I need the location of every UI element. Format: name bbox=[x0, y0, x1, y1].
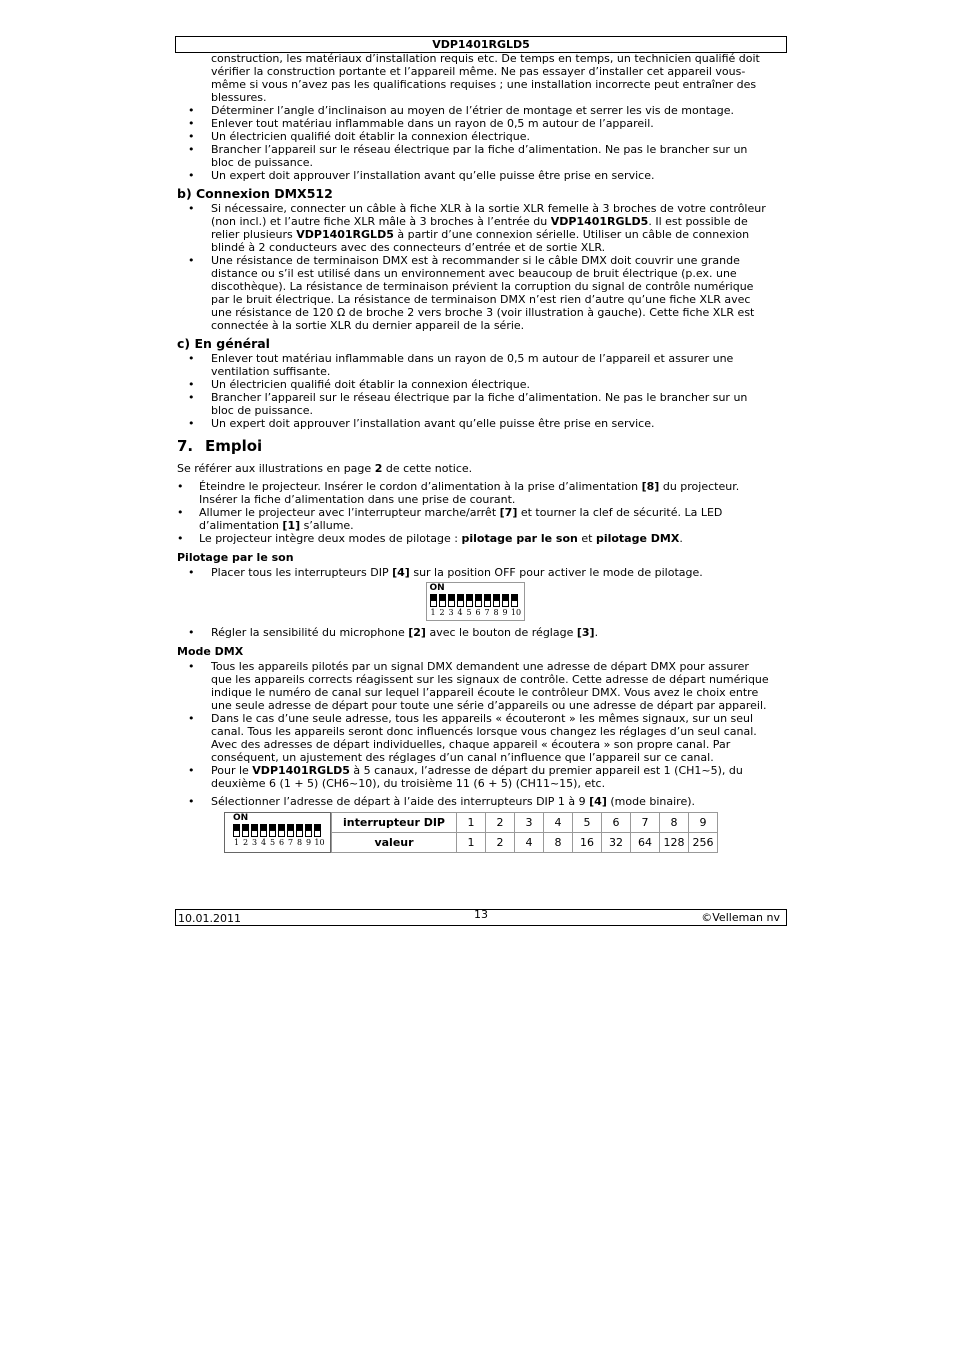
model-title: VDP1401RGLD5 bbox=[432, 38, 530, 51]
table-cell: 1 bbox=[457, 833, 486, 853]
text: et bbox=[577, 532, 596, 545]
dip-switch bbox=[278, 824, 285, 837]
list-item: • Tous les appareils pilotés par un signal DMX demandent une adresse de départ DMX pour assurer que les appareils corrects réagissent sur les signaux de contrôle. Cette adresse de départ numérique indique le numéro de canal sur lequel l’appareil écoute le contrôleur DMX. Vous avez le choix entre une seule adresse de départ pour toute une série d’appareils ou une adresse de départ par appareil. bbox=[177, 660, 773, 712]
dip-switch bbox=[260, 824, 267, 837]
list-item bbox=[177, 566, 773, 579]
dip-switch bbox=[305, 824, 312, 837]
row-header: interrupteur DIP bbox=[332, 813, 457, 833]
dip-switch bbox=[269, 824, 276, 837]
text: (mode binaire). bbox=[606, 795, 695, 808]
dip-table-row bbox=[224, 812, 773, 853]
dip-switch-illustration bbox=[224, 812, 331, 853]
dip-switch bbox=[251, 824, 258, 837]
text: du projecteur. Insérer la fiche d’alimentation dans une prise de courant. bbox=[199, 480, 740, 506]
list-item: • Brancher l’appareil sur le réseau électrique par la fiche d’alimentation. Ne pas le brancher sur un bloc de puissance. bbox=[177, 391, 773, 417]
table-cell: 256 bbox=[689, 833, 718, 853]
footer-date: 10.01.2011 bbox=[178, 912, 241, 925]
list-item bbox=[177, 795, 773, 808]
dip-number: 9 bbox=[502, 608, 508, 617]
dip-on-label: ON bbox=[233, 813, 249, 823]
ref: [1] bbox=[282, 519, 301, 532]
mode-name: pilotage par le son bbox=[461, 532, 578, 545]
chapter-heading bbox=[177, 437, 773, 455]
dip-switch bbox=[287, 824, 294, 837]
dip-switch bbox=[511, 594, 518, 607]
intro-continuation: construction, les matériaux d’installation requis etc. De temps en temps, un technicien qualifié doit vérifier la construction portante et l’appareil même. Ne pas essayer d’installer cet appareil vous-même si vous n’avez pas les qualifications requises ; une installation incorrecte peut entraîner des blessures. bbox=[211, 52, 760, 104]
text: avec le bouton de réglage bbox=[425, 626, 577, 639]
dip-switch-row bbox=[430, 594, 522, 607]
table-cell: 2 bbox=[486, 813, 515, 833]
dip-switch bbox=[493, 594, 500, 607]
section-heading-dmx512: b) Connexion DMX512 bbox=[177, 186, 333, 201]
dip-switch bbox=[439, 594, 446, 607]
dip-number: 6 bbox=[475, 608, 481, 617]
dip-value-table bbox=[331, 812, 718, 853]
dip-switch-row bbox=[233, 824, 325, 837]
dip-switch bbox=[502, 594, 509, 607]
text: Sélectionner l’adresse de départ à l’aide des interrupteurs DIP 1 à 9 bbox=[211, 795, 590, 808]
page-header bbox=[175, 36, 787, 53]
dip-switch bbox=[233, 824, 240, 837]
table-cell: 64 bbox=[631, 833, 660, 853]
dip-numbers bbox=[233, 837, 325, 848]
ref: [3] bbox=[576, 626, 595, 639]
dip-switch bbox=[466, 594, 473, 607]
ref: [4] bbox=[392, 566, 410, 579]
dmx-mode-list bbox=[177, 660, 773, 808]
text: de cette notice. bbox=[382, 462, 473, 475]
list-item: • Enlever tout matériau inflammable dans un rayon de 0,5 m autour de l’appareil et assurer une ventilation suffisante. bbox=[177, 352, 773, 378]
table-cell: 8 bbox=[660, 813, 689, 833]
table-cell: 7 bbox=[631, 813, 660, 833]
text: s’allume. bbox=[300, 519, 354, 532]
table-cell: 3 bbox=[515, 813, 544, 833]
emploi-list bbox=[177, 480, 773, 545]
table-cell: 128 bbox=[660, 833, 689, 853]
sound-list bbox=[177, 566, 773, 579]
list-item: • Un expert doit approuver l’installation avant qu’elle puisse être prise en service. bbox=[177, 417, 773, 430]
table-row bbox=[332, 813, 718, 833]
footer-copyright: ©Velleman nv bbox=[701, 911, 780, 924]
chapter-number: 7. bbox=[177, 437, 194, 455]
text: . bbox=[679, 532, 683, 545]
text: sur la position OFF pour activer le mode de pilotage. bbox=[409, 566, 703, 579]
text: . Il est possible de relier plusieurs bbox=[211, 215, 748, 241]
table-cell: 6 bbox=[602, 813, 631, 833]
dmx512-list bbox=[177, 202, 773, 332]
list-item bbox=[177, 202, 773, 254]
table-cell: 9 bbox=[689, 813, 718, 833]
dip-number: 5 bbox=[269, 838, 276, 847]
text: Placer tous les interrupteurs DIP bbox=[211, 566, 393, 579]
list-item: • Un expert doit approuver l’installation avant qu’elle puisse être prise en service. bbox=[177, 169, 773, 182]
model-ref: VDP1401RGLD5 bbox=[252, 764, 350, 777]
table-row bbox=[332, 833, 718, 853]
model-ref: VDP1401RGLD5 bbox=[550, 215, 649, 228]
dip-switch bbox=[457, 594, 464, 607]
list-item: • Enlever tout matériau inflammable dans un rayon de 0,5 m autour de l’appareil. bbox=[177, 117, 773, 130]
dip-switch bbox=[242, 824, 249, 837]
table-cell: 32 bbox=[602, 833, 631, 853]
text: . bbox=[594, 626, 599, 639]
table-cell: 5 bbox=[573, 813, 602, 833]
table-cell: 8 bbox=[544, 833, 573, 853]
list-item: • Déterminer l’angle d’inclinaison au moyen de l’étrier de montage et serrer les vis de montage. bbox=[177, 104, 773, 117]
text: à partir d’une connexion sérielle. Utiliser un câble de connexion blindé à 2 conducteurs avec des connecteurs d’entrée et de sortie XLR. bbox=[211, 228, 750, 254]
page-number: 13 bbox=[474, 908, 488, 921]
dip-number: 3 bbox=[448, 608, 454, 617]
list-item bbox=[177, 506, 773, 532]
table-cell: 16 bbox=[573, 833, 602, 853]
dip-number: 2 bbox=[439, 608, 445, 617]
dip-number: 10 bbox=[314, 838, 325, 847]
list-item: • Brancher l’appareil sur le réseau électrique par la fiche d’alimentation. Ne pas le brancher sur un bloc de puissance. bbox=[177, 143, 773, 169]
list-item: • Un électricien qualifié doit établir la connexion électrique. bbox=[177, 130, 773, 143]
list-item: • Un électricien qualifié doit établir la connexion électrique. bbox=[177, 378, 773, 391]
dip-number: 4 bbox=[260, 838, 267, 847]
page-footer bbox=[175, 909, 787, 926]
list-item bbox=[177, 764, 773, 790]
dip-number: 1 bbox=[233, 838, 240, 847]
ref: [4] bbox=[589, 795, 607, 808]
dip-number: 10 bbox=[510, 608, 522, 617]
list-item bbox=[177, 626, 773, 639]
dip-number: 5 bbox=[466, 608, 472, 617]
dip-number: 1 bbox=[430, 608, 436, 617]
dip-switch-illustration bbox=[426, 582, 525, 621]
table-cell: 2 bbox=[486, 833, 515, 853]
table-cell: 4 bbox=[515, 833, 544, 853]
text: Se référer aux illustrations en page bbox=[177, 462, 375, 475]
dip-switch bbox=[430, 594, 437, 607]
dip-number: 7 bbox=[484, 608, 490, 617]
dip-switch bbox=[296, 824, 303, 837]
text: et tourner la clef de sécurité. La LED d’alimentation bbox=[199, 506, 723, 532]
dip-number: 7 bbox=[287, 838, 294, 847]
page-content bbox=[177, 52, 773, 853]
dip-number: 4 bbox=[457, 608, 463, 617]
list-item bbox=[177, 532, 773, 545]
reference-paragraph bbox=[177, 462, 773, 475]
table-cell: 4 bbox=[544, 813, 573, 833]
model-ref: VDP1401RGLD5 bbox=[296, 228, 394, 241]
text: Régler la sensibilité du microphone bbox=[211, 626, 409, 639]
text: Allumer le projecteur avec l’interrupteur marche/arrêt bbox=[199, 506, 500, 519]
dip-number: 9 bbox=[305, 838, 312, 847]
text: Si nécessaire, connecter un câble à fiche XLR à la sortie XLR femelle à 3 broches de votre contrôleur (non incl.) et l’autre fiche XLR mâle à 3 broches à l’entrée du bbox=[211, 202, 766, 228]
dip-numbers bbox=[430, 607, 522, 618]
chapter-title: Emploi bbox=[205, 437, 263, 455]
dip-illustration-wrap bbox=[177, 582, 773, 621]
text: Éteindre le projecteur. Insérer le cordon d’alimentation à la prise d’alimentation bbox=[199, 480, 642, 493]
subheading-dmx-mode: Mode DMX bbox=[177, 645, 244, 658]
dip-number: 8 bbox=[493, 608, 499, 617]
sound-list-2 bbox=[177, 626, 773, 639]
dip-number: 2 bbox=[242, 838, 249, 847]
dip-switch bbox=[475, 594, 482, 607]
text: à 5 canaux, l’adresse de départ du premier appareil est 1 (CH1~5), du deuxième 6 (1 + 5) (CH6~10), du troisième 11 (6 + 5) (CH11~15), etc. bbox=[211, 764, 743, 790]
ref: [8] bbox=[641, 480, 660, 493]
dip-on-label: ON bbox=[429, 583, 445, 593]
text: Pour le bbox=[211, 764, 253, 777]
dip-number: 3 bbox=[251, 838, 258, 847]
list-item: • Dans le cas d’une seule adresse, tous les appareils « écouteront » les mêmes signaux, sur un seul canal. Tous les appareils seront donc influencés lorsque vous changez les réglages d’un seul canal. Avec des adresses de départ individuelles, chaque appareil « écoutera » son propre canal. Par conséquent, un ajustement des réglages d’un canal n’influence que l’appareil sur ce canal. bbox=[177, 712, 773, 764]
list-item: • Une résistance de terminaison DMX est à recommander si le câble DMX doit couvrir une grande distance ou s’il est utilisé dans un environnement avec beaucoup de bruit électrique (p.ex. une discothèque). La résistance de terminaison prévient la corruption du signal de contrôle numérique par le bruit électrique. La résistance de terminaison DMX n’est rien d’autre qu’une fiche XLR avec une résistance de 120 Ω de broche 2 vers broche 3 (voir illustration à gauche). Cette fiche XLR est connectée à la sortie XLR du dernier appareil de la série. bbox=[177, 254, 773, 332]
page-ref: 2 bbox=[374, 462, 383, 475]
subheading-sound: Pilotage par le son bbox=[177, 551, 294, 564]
dip-number: 8 bbox=[296, 838, 303, 847]
table-cell: 1 bbox=[457, 813, 486, 833]
ref: [2] bbox=[408, 626, 426, 639]
general-list bbox=[177, 352, 773, 430]
text: Le projecteur intègre deux modes de pilotage : bbox=[199, 532, 462, 545]
dip-switch bbox=[314, 824, 321, 837]
list-item bbox=[177, 480, 773, 506]
dip-switch bbox=[484, 594, 491, 607]
row-header: valeur bbox=[332, 833, 457, 853]
ref: [7] bbox=[499, 506, 518, 519]
intro-list bbox=[177, 104, 773, 182]
section-heading-general: c) En général bbox=[177, 336, 270, 351]
dip-number: 6 bbox=[278, 838, 285, 847]
dip-switch bbox=[448, 594, 455, 607]
mode-name: pilotage DMX bbox=[595, 532, 680, 545]
